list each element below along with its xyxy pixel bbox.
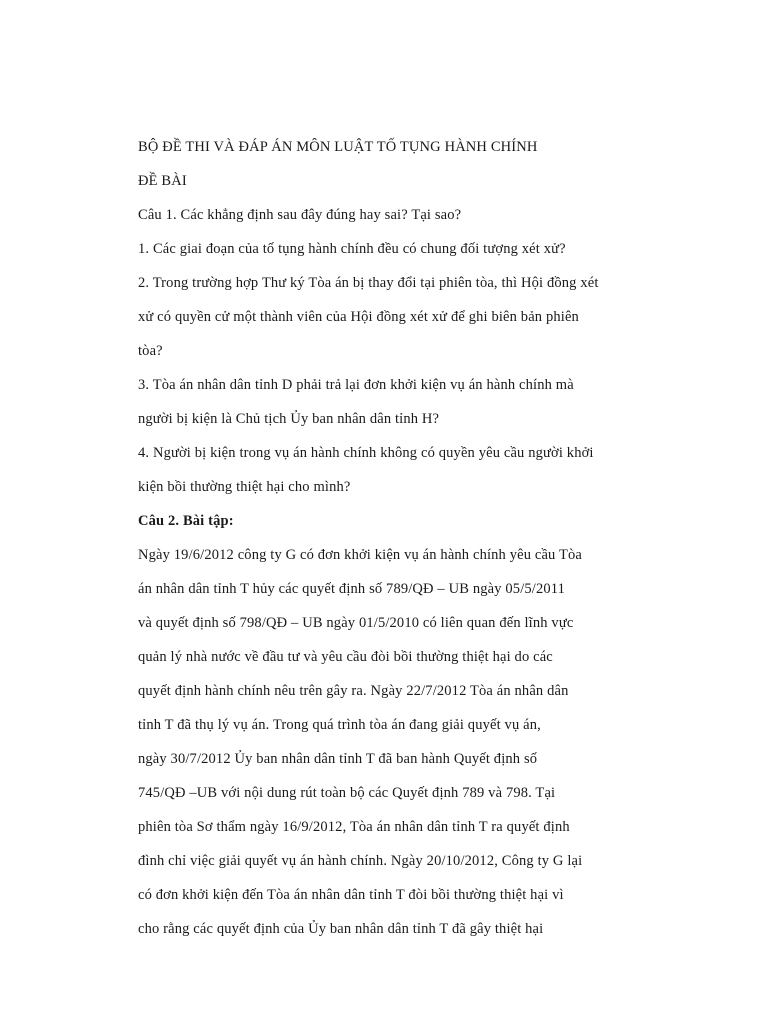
question1-item: người bị kiện là Chủ tịch Ủy ban nhân dân tỉnh H?: [138, 411, 440, 427]
question1-item: tòa?: [138, 343, 163, 359]
question2-line: quản lý nhà nước về đầu tư và yêu cầu đòi bồi thường thiệt hại do các: [138, 649, 553, 665]
document-title: BỘ ĐỀ THI VÀ ĐÁP ÁN MÔN LUẬT TỐ TỤNG HÀNH CHÍNH: [138, 139, 538, 155]
question1-heading: Câu 1. Các khẳng định sau đây đúng hay sai? Tại sao?: [138, 207, 462, 223]
question1-item: 2. Trong trường hợp Thư ký Tòa án bị thay đổi tại phiên tòa, thì Hội đồng xét: [138, 275, 599, 291]
question2-line: án nhân dân tỉnh T hủy các quyết định số 789/QĐ – UB ngày 05/5/2011: [138, 581, 566, 597]
question2-heading: Câu 2. Bài tập:: [138, 513, 234, 529]
question2-line: phiên tòa Sơ thẩm ngày 16/9/2012, Tòa án nhân dân tỉnh T ra quyết định: [138, 819, 570, 835]
question2-line: 745/QĐ –UB với nội dung rút toàn bộ các Quyết định 789 và 798. Tại: [138, 785, 556, 801]
question1-item: 4. Người bị kiện trong vụ án hành chính không có quyền yêu cầu người khởi: [138, 445, 594, 461]
question2-line: cho rằng các quyết định của Ủy ban nhân dân tỉnh T đã gây thiệt hại: [138, 921, 544, 937]
question1-item: 3. Tòa án nhân dân tỉnh D phải trả lại đơn khởi kiện vụ án hành chính mà: [138, 377, 574, 393]
question2-line: Ngày 19/6/2012 công ty G có đơn khởi kiện vụ án hành chính yêu cầu Tòa: [138, 547, 582, 563]
question2-line: ngày 30/7/2012 Ủy ban nhân dân tỉnh T đã ban hành Quyết định số: [138, 751, 538, 767]
question2-line: quyết định hành chính nêu trên gây ra. Ngày 22/7/2012 Tòa án nhân dân: [138, 683, 569, 699]
document-subtitle: ĐỀ BÀI: [138, 173, 187, 189]
question1-item: xử có quyền cử một thành viên của Hội đồng xét xử để ghi biên bản phiên: [138, 309, 579, 325]
question2-line: có đơn khởi kiện đến Tòa án nhân dân tỉnh T đòi bồi thường thiệt hại vì: [138, 887, 564, 903]
document-body: [138, 137, 638, 953]
question1-item: kiện bồi thường thiệt hại cho mình?: [138, 479, 351, 495]
question1-item: 1. Các giai đoạn của tố tụng hành chính đều có chung đối tượng xét xử?: [138, 241, 566, 257]
question2-line: và quyết định số 798/QĐ – UB ngày 01/5/2010 có liên quan đến lĩnh vực: [138, 615, 574, 631]
question2-line: tỉnh T đã thụ lý vụ án. Trong quá trình tòa án đang giải quyết vụ án,: [138, 717, 541, 733]
question2-line: đình chỉ việc giải quyết vụ án hành chính. Ngày 20/10/2012, Công ty G lại: [138, 853, 583, 869]
